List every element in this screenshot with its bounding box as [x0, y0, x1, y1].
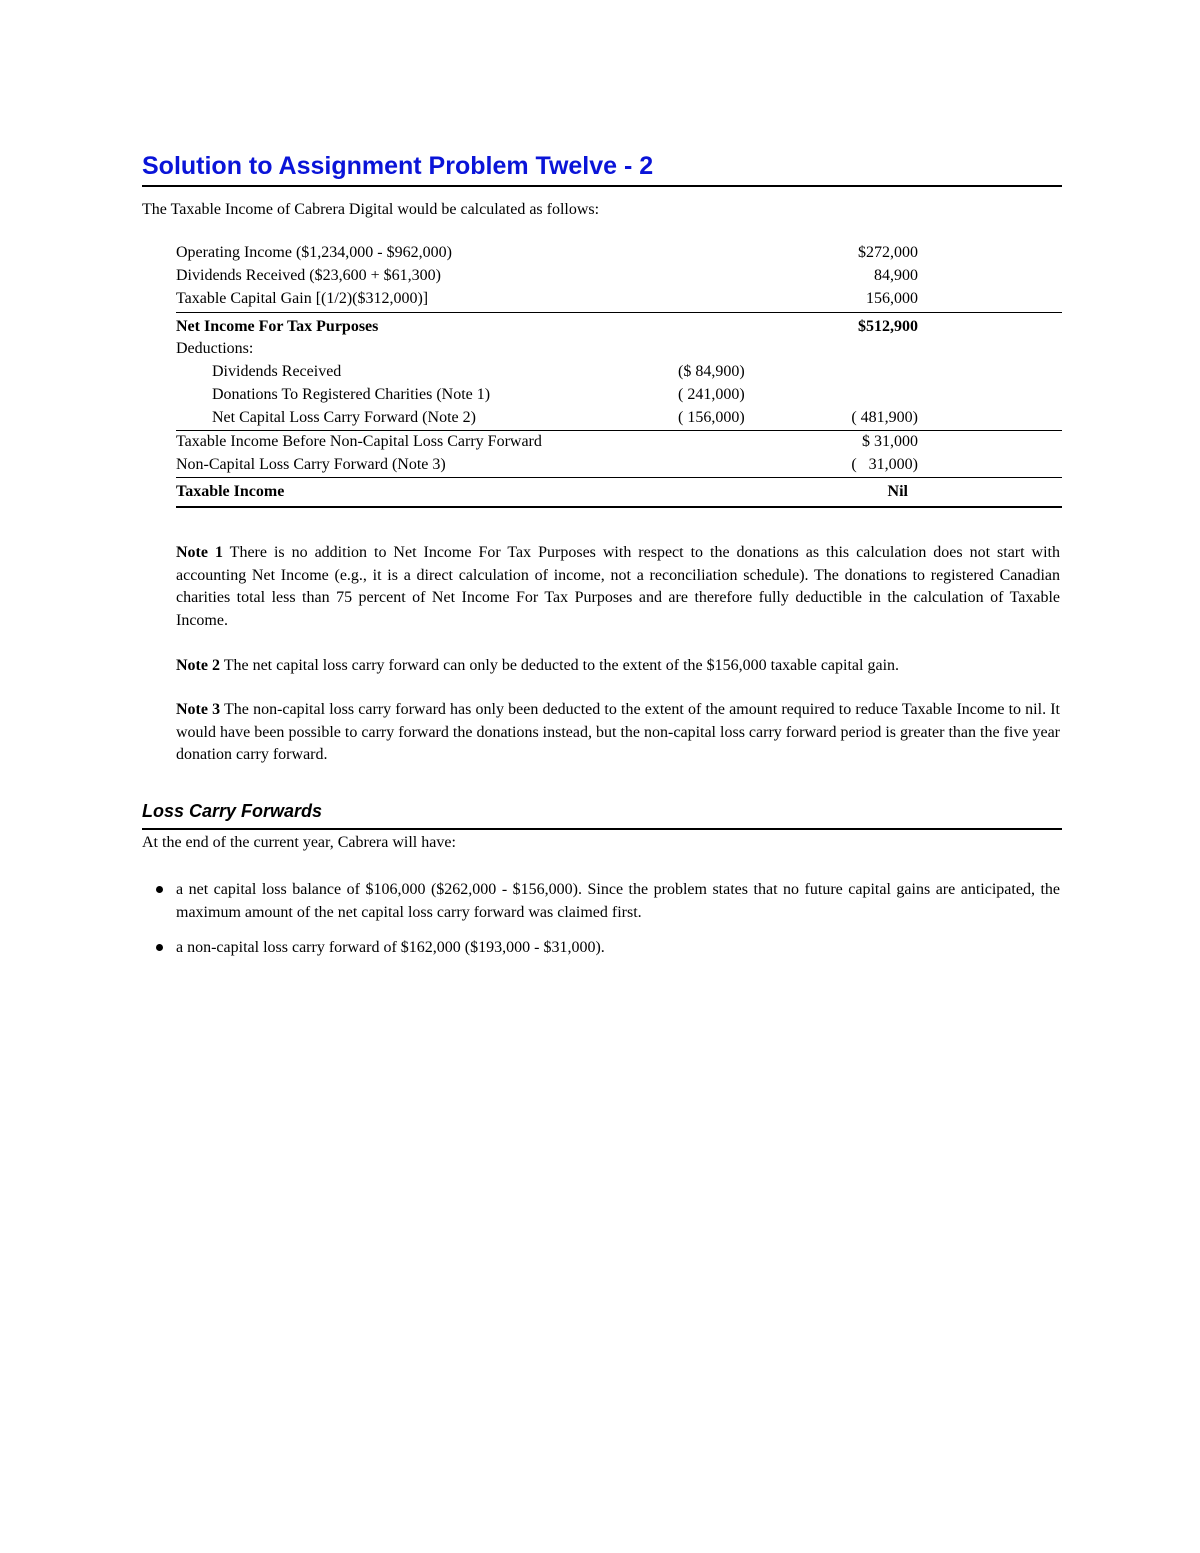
row-amount: ( 481,900): [851, 409, 918, 426]
schedule-rule: [176, 477, 1062, 478]
schedule-row-ded-dividends: [176, 363, 1062, 385]
schedule-row-operating: [176, 244, 1062, 266]
bullet-icon: [156, 944, 163, 951]
page-title: Solution to Assignment Problem Twelve - 2: [142, 152, 654, 180]
schedule-row-net-income: [176, 318, 1062, 340]
note-text: The non-capital loss carry forward has only been deducted to the extent of the amount required to reduce Taxable Income to nil. It would have been possible to carry forward the donations instead, but the non-capital loss carry forward period is greater than the five year donation carry forward.: [176, 701, 1061, 764]
schedule-row-before-noncap: [176, 433, 1062, 455]
schedule-row-dividends: [176, 267, 1062, 289]
section-heading: Loss Carry Forwards: [142, 801, 323, 821]
schedule-row-ded-capital-loss: [176, 409, 1062, 431]
title-rule: [142, 185, 1062, 187]
note-3: [176, 699, 1060, 767]
list-item-text: a net capital loss balance of $106,000 ($262,000 - $156,000). Since the problem states that no future capital gains are anticipated, the maximum amount of the net capital loss carry forward was claimed first.: [176, 881, 1060, 921]
intro-text: The Taxable Income of Cabrera Digital would be calculated as follows:: [142, 201, 600, 218]
schedule-row-taxable-income: [176, 483, 1062, 505]
note-label: Note 2: [176, 657, 220, 674]
bullet-icon: [156, 886, 163, 893]
row-label: Taxable Income: [176, 483, 285, 500]
row-amount: $512,900: [858, 318, 918, 335]
row-amount: 156,000: [866, 290, 918, 307]
schedule-row-capital-gain: [176, 290, 1062, 312]
schedule-row-ded-donations: [176, 386, 1062, 408]
schedule-row-deductions: [176, 340, 1062, 362]
row-amount: 84,900: [874, 267, 918, 284]
list-item: [176, 936, 1060, 959]
list-item-text: a non-capital loss carry forward of $162,000 ($193,000 - $31,000).: [176, 939, 605, 956]
row-amount: $ 31,000: [862, 433, 918, 450]
row-label: Dividends Received ($23,600 + $61,300): [176, 267, 441, 284]
note-text: The net capital loss carry forward can only be deducted to the extent of the $156,000 taxable capital gain.: [223, 657, 900, 674]
row-label: Taxable Income Before Non-Capital Loss Carry Forward: [176, 433, 542, 450]
row-label: Net Income For Tax Purposes: [176, 318, 379, 335]
note-2: [176, 655, 1060, 678]
row-amount: ( 31,000): [851, 456, 918, 473]
schedule-row-noncap: [176, 456, 1062, 478]
row-label: Operating Income ($1,234,000 - $962,000): [176, 244, 452, 261]
row-label: Dividends Received: [212, 363, 342, 380]
schedule-rule: [176, 430, 1062, 431]
note-1: [176, 542, 1060, 633]
list-item: [176, 878, 1060, 924]
schedule-double-rule: [176, 506, 1062, 508]
schedule-rule: [176, 312, 1062, 313]
row-subamount: ( 241,000): [678, 386, 745, 403]
row-label: Non-Capital Loss Carry Forward (Note 3): [176, 456, 446, 473]
row-amount: $272,000: [858, 244, 918, 261]
note-text: There is no addition to Net Income For Tax Purposes with respect to the donations as this calculation does not start with accounting Net Income (e.g., it is a direct calculation of income, not a reconciliation schedule). The donations to registered Canadian charities total less than 75 percent of Net Income For Tax Purposes and are therefore fully deductible in the calculation of Taxable Income.: [176, 544, 1061, 630]
row-subamount: ($ 84,900): [678, 363, 745, 380]
row-amount: Nil: [887, 483, 908, 500]
row-label: Net Capital Loss Carry Forward (Note 2): [212, 409, 476, 426]
section-intro: At the end of the current year, Cabrera will have:: [142, 834, 456, 851]
section-rule: [142, 828, 1062, 830]
row-label: Taxable Capital Gain [(1/2)($312,000)]: [176, 290, 429, 307]
note-label: Note 1: [176, 544, 223, 561]
row-subamount: ( 156,000): [678, 409, 745, 426]
row-label: Donations To Registered Charities (Note 1): [212, 386, 491, 403]
note-label: Note 3: [176, 701, 221, 718]
row-label: Deductions:: [176, 340, 254, 357]
